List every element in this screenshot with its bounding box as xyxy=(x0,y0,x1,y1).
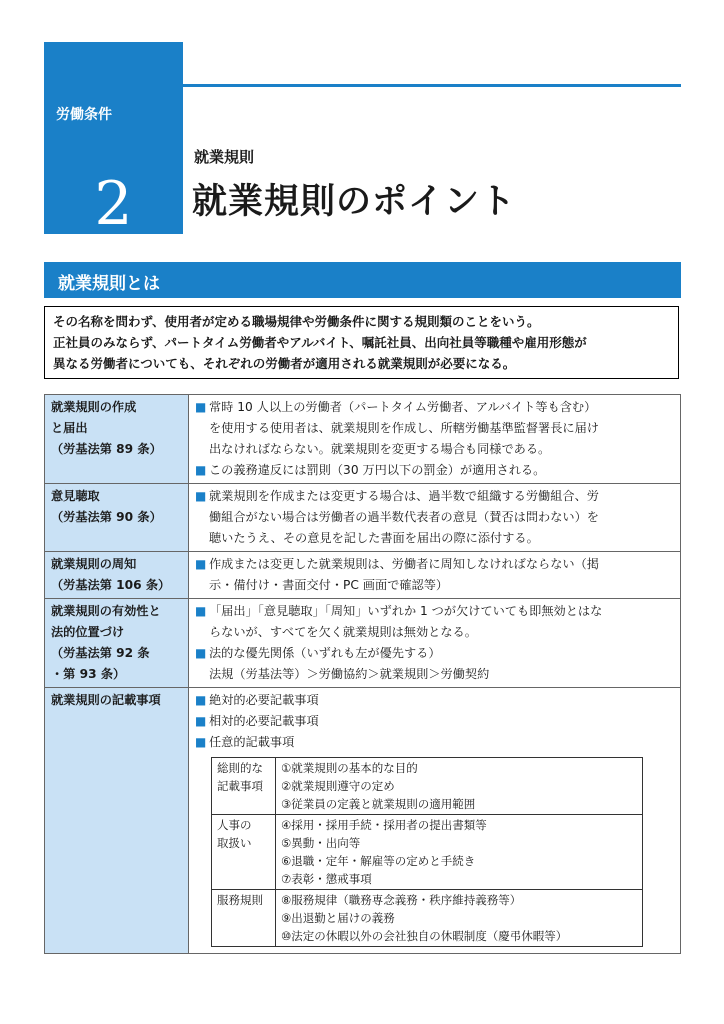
section-heading-bar xyxy=(44,262,681,298)
square-bullet-icon: ■ xyxy=(195,604,207,618)
row-content xyxy=(189,395,681,484)
square-bullet-icon: ■ xyxy=(195,693,207,707)
list-item: ⑨出退勤と届けの義務 xyxy=(281,911,395,925)
header-rule xyxy=(183,84,681,87)
square-bullet-icon: ■ xyxy=(195,735,207,749)
square-bullet-icon: ■ xyxy=(195,557,207,571)
list-item: ⑥退職・定年・解雇等の定めと手続き xyxy=(281,854,476,868)
definition-line: その名称を問わず、使用者が定める職場規律や労働条件に関する規則類のことをいう。 xyxy=(53,314,540,329)
list-item: ②就業規則遵守の定め xyxy=(281,779,395,793)
row-content xyxy=(189,552,681,599)
bullet-item: ■ 「届出」「意見聴取」「周知」いずれか 1 つが欠けていても即無効とはな らないが、すべてを欠く就業規則は無効となる。 xyxy=(195,601,674,643)
square-bullet-icon: ■ xyxy=(195,714,207,728)
priority-order-note: 法規（労基法等）＞労働協約＞就業規則＞労働契約 xyxy=(209,667,490,681)
bullet-item: ■ 法的な優先関係（いずれも左が優先する） xyxy=(195,643,674,664)
bullet-item: ■ 作成または変更した就業規則は、労働者に周知しなければならない（掲 示・備付け・書面交付・PC 画面で確認等） xyxy=(195,554,674,596)
bullet-item: ■ 絶対的必要記載事項 xyxy=(195,690,674,711)
row-label: 就業規則の有効性と 法的位置づけ （労基法第 92 条 ・第 93 条） xyxy=(45,599,189,688)
table-row xyxy=(45,484,681,552)
row-label: 就業規則の作成 と届出 （労基法第 89 条） xyxy=(45,395,189,484)
row-content xyxy=(189,599,681,688)
group-items xyxy=(276,758,643,815)
square-bullet-icon: ■ xyxy=(195,646,207,660)
chapter-category: 労働条件 xyxy=(56,107,112,123)
row-label: 意見聴取 （労基法第 90 条） xyxy=(45,484,189,552)
square-bullet-icon: ■ xyxy=(195,463,207,477)
bullet-item: ■ 相対的必要記載事項 xyxy=(195,711,674,732)
chapter-number: 2 xyxy=(94,169,133,239)
row-content xyxy=(189,688,681,954)
section-heading: 就業規則とは xyxy=(58,274,160,294)
page-subtitle: 就業規則 xyxy=(194,148,255,166)
page-title: 就業規則のポイント xyxy=(192,182,517,222)
group-items xyxy=(276,815,643,890)
table-row xyxy=(45,599,681,688)
table-row xyxy=(45,552,681,599)
group-label: 総則的な 記載事項 xyxy=(212,758,276,815)
definition-line: 正社員のみならず、パートタイム労働者やアルバイト、嘱託社員、出向社員等職種や雇用形態が xyxy=(53,335,587,350)
square-bullet-icon: ■ xyxy=(195,400,207,414)
square-bullet-icon: ■ xyxy=(195,489,207,503)
table-row xyxy=(45,395,681,484)
list-item: ①就業規則の基本的な目的 xyxy=(281,761,418,775)
bullet-item: ■ 常時 10 人以上の労働者（パートタイム労働者、アルバイト等も含む） を使用する使用者は、就業規則を作成し、所轄労働基準監督署長に届け 出なければならない。就業規則を変更する場合も同様である。 xyxy=(195,397,674,460)
list-item: ④採用・採用手続・採用者の提出書類等 xyxy=(281,818,487,832)
sub-table-row xyxy=(212,815,643,890)
rules-table xyxy=(44,394,681,954)
optional-items-table xyxy=(211,757,643,947)
list-item: ⑧服務規律（職務専念義務・秩序維持義務等） xyxy=(281,893,522,907)
bullet-item: ■ この義務違反には罰則（30 万円以下の罰金）が適用される。 xyxy=(195,460,674,481)
group-label: 人事の 取扱い xyxy=(212,815,276,890)
chapter-badge xyxy=(44,42,183,239)
list-item: ⑩法定の休暇以外の会社独自の休暇制度（慶弔休暇等） xyxy=(281,929,568,943)
list-item: ③従業員の定義と就業規則の適用範囲 xyxy=(281,797,476,811)
list-item: ⑦表彰・懲戒事項 xyxy=(281,872,372,886)
row-label: 就業規則の記載事項 xyxy=(45,688,189,954)
bullet-item: ■ 任意的記載事項 xyxy=(195,732,674,753)
sub-table-row xyxy=(212,890,643,947)
sub-table-row xyxy=(212,758,643,815)
group-label: 服務規則 xyxy=(212,890,276,947)
table-row xyxy=(45,688,681,954)
list-item: ⑤異動・出向等 xyxy=(281,836,361,850)
row-content xyxy=(189,484,681,552)
row-label: 就業規則の周知 （労基法第 106 条） xyxy=(45,552,189,599)
bullet-item: ■ 就業規則を作成または変更する場合は、過半数で組織する労働組合、労 働組合がない場合は労働者の過半数代表者の意見（賛否は問わない）を 聴いたうえ、その意見を記した書面を届出の際に添付する。 xyxy=(195,486,674,549)
definition-box xyxy=(44,306,679,379)
definition-line: 異なる労働者についても、それぞれの労働者が適用される就業規則が必要になる。 xyxy=(53,356,516,371)
group-items xyxy=(276,890,643,947)
